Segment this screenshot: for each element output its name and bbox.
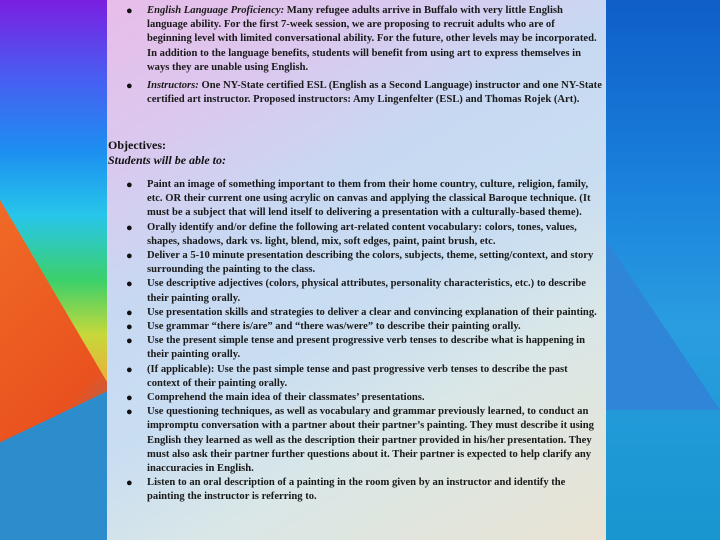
document-page — [107, 0, 606, 540]
bullet-icon: ● — [126, 306, 133, 319]
bullet-icon: ● — [126, 221, 133, 234]
top-bullet-list — [107, 4, 606, 111]
item-text: One NY-State certified ESL (English as a Second Language) instructor and one NY-State certified art instructor. Proposed instructors: Amy Lingenfelter (ESL) and Thomas Rojek (Art). — [147, 80, 602, 106]
list-item — [107, 306, 606, 320]
item-text: (If applicable): Use the past simple tense and past progressive verb tenses to describe the past context of their painting orally. — [147, 363, 568, 389]
bullet-icon: ● — [126, 80, 133, 93]
list-item — [107, 476, 606, 504]
item-text: Use the present simple tense and present progressive verb tenses to describe what is happening in their painting orally. — [147, 335, 585, 361]
list-item — [107, 277, 606, 305]
bullet-icon: ● — [126, 363, 133, 376]
item-text: Comprehend the main idea of their classmates’ presentations. — [147, 392, 425, 404]
bullet-icon: ● — [126, 406, 133, 419]
item-text: Many refugee adults arrive in Buffalo with very little English language ability. For the first 7-week session, we are proposing to recruit adults who are of beginning level with limited conversational ability. For the future, other levels may be incorporated. In addition to the language benefits, students will benefit from using art to express themselves in ways they are unable using English. — [147, 5, 597, 73]
bullet-icon: ● — [126, 335, 133, 348]
bullet-icon: ● — [126, 5, 133, 17]
item-text: Use descriptive adjectives (colors, physical attributes, personality characteristics, etc.) to describe their painting orally. — [147, 278, 586, 304]
list-item — [107, 4, 606, 75]
objectives-title: Objectives: — [108, 138, 166, 152]
bullet-icon: ● — [126, 477, 133, 490]
list-item — [107, 249, 606, 277]
bullet-icon: ● — [126, 278, 133, 291]
bullet-icon: ● — [126, 392, 133, 405]
item-text: Orally identify and/or define the following art-related content vocabulary: colors, tones, values, shapes, shadows, dark vs. light, blend, mix, soft edges, paint, paint brush, etc. — [147, 221, 577, 247]
bullet-icon: ● — [126, 321, 133, 334]
item-text: Use presentation skills and strategies to deliver a clear and convincing explanation of their painting. — [147, 306, 597, 318]
bullet-icon: ● — [126, 179, 133, 191]
bullet-icon: ● — [126, 250, 133, 263]
list-item — [107, 363, 606, 391]
objectives-subtitle: Students will be able to: — [108, 153, 227, 167]
objectives-list — [107, 178, 606, 505]
objectives-heading — [108, 138, 598, 168]
item-text: Use grammar “there is/are” and “there was/were” to describe their painting orally. — [147, 321, 521, 333]
item-lead: English Language Proficiency: — [147, 5, 285, 16]
list-item — [107, 320, 606, 334]
list-item — [107, 391, 606, 405]
list-item — [107, 334, 606, 362]
list-item — [107, 79, 606, 107]
item-lead: Instructors: — [147, 80, 199, 92]
item-text: Use questioning techniques, as well as vocabulary and grammar previously learned, to conduct an impromptu conversation with a partner about their partner’s painting. They must describe it using English they learned as well as the description their partner provided in his/her presentation. They must also ask their partner further questions about it. Their partner is expected to help clarify any inaccuracies in English. — [147, 406, 594, 475]
list-item — [107, 405, 606, 476]
item-text: Deliver a 5-10 minute presentation describing the colors, subjects, theme, setting/context, and story surrounding the painting to the class. — [147, 250, 594, 276]
list-item — [107, 221, 606, 249]
list-item — [107, 178, 606, 221]
item-text: Listen to an oral description of a painting in the room given by an instructor and identify the painting the instructor is referring to. — [147, 477, 566, 503]
item-text: Paint an image of something important to them from their home country, culture, religion, family, etc. OR their current one using acrylic on canvas and applying the classical Baroque technique. (It must be a subject that will lend itself to delivering a presentation with a culturally-based theme). — [147, 179, 591, 219]
